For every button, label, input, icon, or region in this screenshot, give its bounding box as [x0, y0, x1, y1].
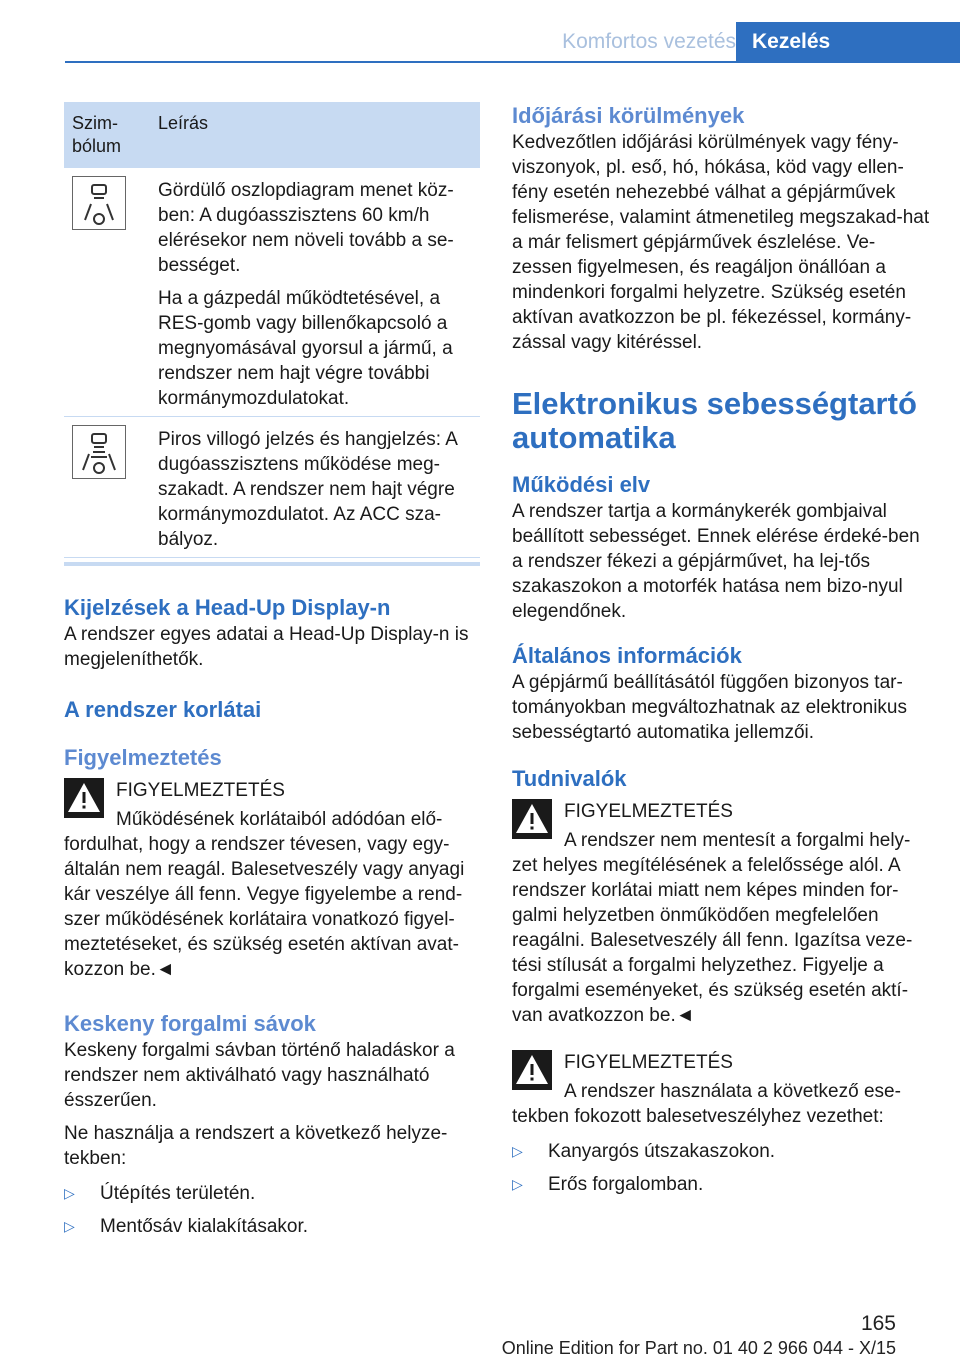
heading-hud: Kijelzések a Head-Up Display-n: [64, 595, 391, 620]
warning-text: A rendszer használata a következő ese-: [564, 1081, 901, 1102]
table-row: [64, 168, 480, 417]
heading-principle: Működési elv: [512, 472, 651, 497]
row-text: Piros villogó jelzés és hangjelzés: A dugóasszisztens működése meg-szakadt. A rendszer nem hajt végre kormánymozdulatot. Az ACC sza-bályoz.: [158, 429, 457, 550]
row-text: Ha a gázpedál működtetésével, a RES-gomb vagy billenőkapcsoló a megnyomásával gyorsul a jármű, a rendszer nem hajt végre további kormánymozdulatokat.: [158, 288, 453, 409]
warning-text: fordulhat, hogy a rendszer tévesen, vagy egy-általán nem reagál. Balesetveszély vagy anyagi kár veszélye áll fenn. Vegye figyelembe a rend-szer működésének korlátaira vonatkozó figyel-meztetéseket, és szükség esetén aktívan avat-kozzon be.◄: [64, 834, 465, 980]
symbol-table: [64, 102, 480, 566]
header-section-title: Komfortos vezetés: [562, 30, 736, 53]
paragraph-narrow-lanes-2: Ne használja a rendszert a következő helyze-tekben:: [64, 1123, 448, 1169]
warning-text: A rendszer nem mentesít a forgalmi hely-: [564, 830, 911, 851]
table-row: [64, 417, 480, 558]
lane-assistant-icon: [72, 176, 126, 230]
warning-text: tekben fokozott balesetveszélyhez vezethet:: [512, 1106, 884, 1127]
row-description: [158, 417, 480, 552]
edition-note: Online Edition for Part no. 01 40 2 966 044 - X/15: [501, 1338, 896, 1358]
warning-triangle-icon: [64, 778, 104, 818]
heading-cruise-control: Elektronikus sebességtartó automatika: [512, 386, 917, 455]
heading-notes: Tudnivalók: [512, 766, 627, 791]
list-item: ▷ Mentősáv kialakításakor.: [64, 1216, 309, 1237]
paragraph-principle: A rendszer tartja a kormánykerék gombjaival beállított sebességet. Ennek elérése érdeké-ben a rendszer fékezi a gépjárművet, ha lej-tős szakaszokon a motorfék hatása nem bizo-nyul elegendőnek.: [512, 501, 920, 622]
table-header-symbol: Szim-bólum: [72, 113, 122, 156]
left-column: [64, 102, 480, 1247]
list-item: ▷ Erős forgalomban.: [512, 1174, 704, 1195]
lane-assistant-warning-icon: [72, 425, 126, 479]
heading-general: Általános információk: [512, 643, 742, 668]
heading-weather: Időjárási körülmények: [512, 103, 745, 128]
list-item: ▷ Útépítés területén.: [64, 1183, 256, 1204]
page-footer: [0, 1312, 960, 1358]
warning-text: zet helyes megítélésének a felelőssége alól. A rendszer korlátai miatt nem képes minden for-galmi helyzetben önműködően megfelelően reagálni. Balesetveszély áll fenn. Igazítsa veze-tési stílusát a forgalmi helyzethez. Figyelje a forgalmi eseményeket, és szükség esetén aktí-van avatkozzon be.◄: [512, 855, 913, 1026]
table-header-description: Leírás: [158, 113, 209, 133]
warning-title: FIGYELMEZTETÉS: [564, 1052, 733, 1073]
row-description: [158, 168, 480, 411]
warning-triangle-icon: [512, 1050, 552, 1090]
header-chapter-tab: Kezelés: [736, 22, 960, 62]
heading-narrow-lanes: Keskeny forgalmi sávok: [64, 1011, 316, 1036]
bullet-list: [512, 1139, 930, 1197]
row-text: Gördülő oszlopdiagram menet köz-ben: A dugóasszisztens 60 km/h elérésekor nem növeli tovább a se-bességet.: [158, 180, 454, 276]
paragraph-hud: A rendszer egyes adatai a Head-Up Display-n is megjeleníthetők.: [64, 624, 469, 670]
warning-triangle-icon: [512, 799, 552, 839]
warning-title: FIGYELMEZTETÉS: [564, 801, 733, 822]
right-column: [512, 102, 930, 1205]
warning-block: [512, 799, 930, 1028]
bullet-triangle-icon: ▷: [512, 1176, 523, 1192]
list-item: ▷ Kanyargós útszakaszokon.: [512, 1141, 776, 1162]
page-header: [0, 0, 960, 62]
warning-text: Működésének korlátaiból adódóan elő-: [116, 809, 443, 830]
table-header: [64, 102, 480, 168]
paragraph-general: A gépjármű beállításától függően bizonyos tar-tományokban megváltozhatnak az elektronikus sebességtartó automatika jellemzői.: [512, 672, 908, 743]
heading-limits: A rendszer korlátai: [64, 697, 262, 722]
bullet-triangle-icon: ▷: [512, 1143, 523, 1159]
page-number: 165: [860, 1312, 896, 1335]
bullet-triangle-icon: ▷: [64, 1218, 75, 1234]
bullet-triangle-icon: ▷: [64, 1185, 75, 1201]
header-rule: [65, 61, 960, 63]
paragraph-weather: Kedvezőtlen időjárási körülmények vagy fény-viszonyok, pl. eső, hó, hókása, köd vagy ellen-fény esetén nehezebbé válhat a gépjárművek felismerése, valamint átmenetileg megszakad-hat a már felismert gépjárművek észlelése. Ve-zessen figyelmesen, és reagáljon önállóan a mindenkori forgalmi helyzetre. Szükség esetén aktívan avatkozzon be pl. fékezéssel, kormány-zással vagy kitéréssel.: [512, 132, 930, 353]
paragraph-narrow-lanes: Keskeny forgalmi sávban történő haladáskor a rendszer nem aktiválható vagy használható ésszerűen.: [64, 1040, 455, 1111]
warning-block: [512, 1050, 930, 1129]
warning-title: FIGYELMEZTETÉS: [116, 780, 285, 801]
heading-warning: Figyelmeztetés: [64, 745, 222, 770]
bullet-list: [64, 1181, 480, 1239]
warning-block: [64, 778, 480, 982]
